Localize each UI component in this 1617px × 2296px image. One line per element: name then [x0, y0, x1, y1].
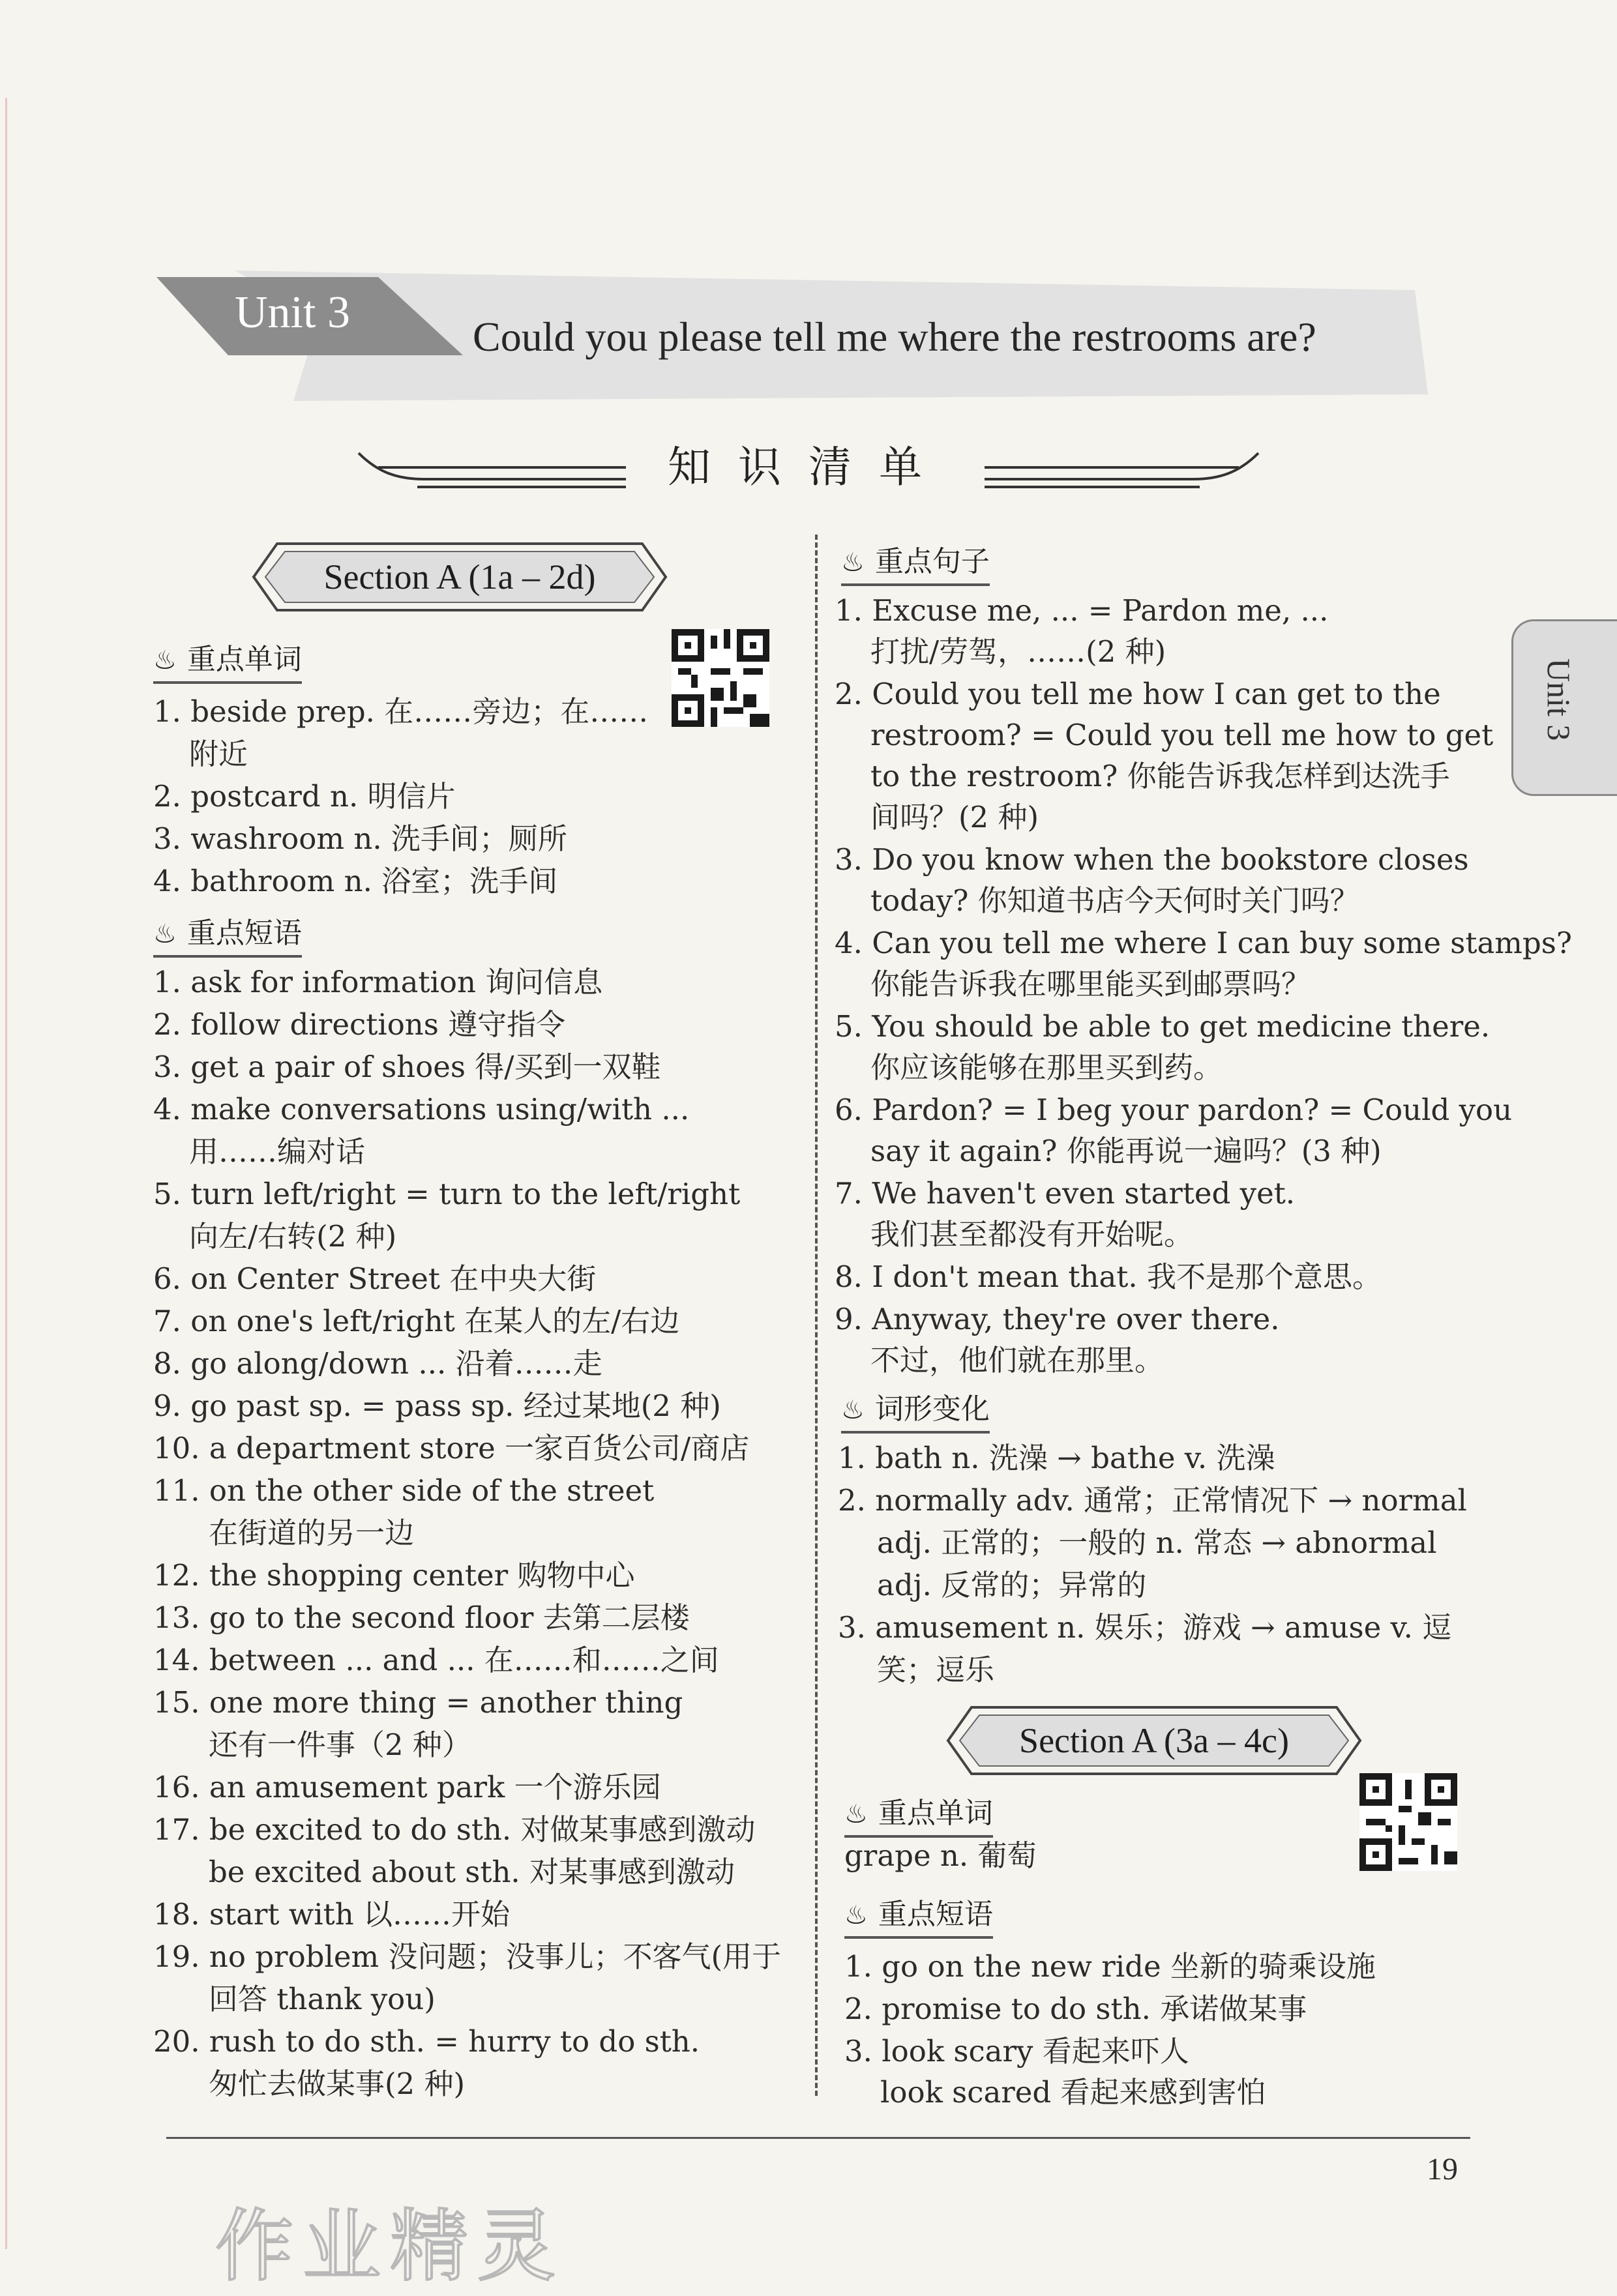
section-title: Section A (3a – 4c): [1019, 1721, 1289, 1760]
list-item: 向左/右转(2 种): [189, 1219, 397, 1254]
list-item: 2. postcard n. 明信片: [153, 779, 456, 814]
page-number: 19: [1427, 2152, 1458, 2186]
list-item: 不过，他们就在那里。: [870, 1343, 1165, 1377]
list-item: 你应该能够在那里买到药。: [870, 1050, 1223, 1085]
unit-title: Could you please tell me where the restrooms are?: [473, 314, 1316, 360]
list-item: 3. look scary 看起来吓人: [844, 2034, 1189, 2068]
list-item: 9. go past sp. = pass sp. 经过某地(2 种): [153, 1389, 721, 1423]
list-item: 1. Excuse me, ... = Pardon me, ...: [835, 593, 1329, 628]
phrases2-heading: [844, 1891, 993, 1939]
subheading-label: 重点单词: [878, 1797, 993, 1830]
list-item: 打扰/劳驾，……(2 种): [870, 634, 1166, 669]
subheading-label: 重点短语: [186, 917, 302, 950]
list-item: 11. on the other side of the street: [153, 1473, 655, 1508]
steam-icon: ♨: [153, 645, 177, 675]
qr-code[interactable]: [1359, 1773, 1457, 1871]
list-item: 笑；逗乐: [877, 1653, 995, 1687]
list-item: grape n. 葡萄: [844, 1838, 1037, 1873]
subheading-label: 重点单词: [186, 643, 302, 676]
steam-icon: ♨: [844, 1900, 868, 1930]
list-item: 附近: [189, 737, 248, 771]
list-item: 13. go to the second floor 去第二层楼: [153, 1600, 690, 1635]
list-item: be excited about sth. 对某事感到激动: [209, 1855, 735, 1889]
words2-heading: [844, 1789, 993, 1838]
list-item: look scared 看起来感到害怕: [880, 2075, 1266, 2110]
subheading-label: 重点短语: [878, 1898, 993, 1931]
list-item: 7. We haven't even started yet.: [835, 1176, 1296, 1211]
list-item: 1. go on the new ride 坐新的骑乘设施: [844, 1949, 1376, 1984]
list-item: 2. follow directions 遵守指令: [153, 1007, 566, 1042]
list-item: restroom? = Could you tell me how to get: [870, 718, 1494, 752]
list-item: 19. no problem 没问题；没事儿；不客气(用于: [153, 1939, 782, 1974]
list-item: 1. bath n. 洗澡 → bathe v. 洗澡: [838, 1441, 1275, 1475]
list-item: to the restroom? 你能告诉我怎样到达洗手: [870, 759, 1450, 793]
list-item: say it again? 你能再说一遍吗？(3 种): [870, 1134, 1382, 1168]
list-item: 你能告诉我在哪里能买到邮票吗？: [870, 967, 1311, 1001]
list-item: 2. normally adv. 通常；正常情况下 → normal: [838, 1483, 1467, 1518]
list-item: 匆忙去做某事(2 种): [209, 2067, 466, 2101]
list-item: 8. I don't mean that. 我不是那个意思。: [835, 1259, 1382, 1294]
list-item: 我们甚至都没有开始呢。: [870, 1217, 1194, 1252]
list-item: 回答 thank you): [209, 1982, 436, 2016]
list-item: 16. an amusement park 一个游乐园: [153, 1770, 661, 1804]
list-item: 还有一件事（2 种）: [209, 1728, 471, 1762]
list-item: 3. get a pair of shoes 得/买到一双鞋: [153, 1050, 661, 1084]
list-item: 18. start with 以……开始: [153, 1897, 511, 1932]
section-title-box: [251, 541, 668, 613]
column-divider: [815, 535, 818, 2096]
steam-icon: ♨: [841, 1395, 865, 1425]
list-item: 5. You should be able to get medicine there.: [835, 1009, 1491, 1044]
list-item: 间吗？(2 种): [870, 800, 1039, 834]
list-item: 5. turn left/right = turn to the left/right: [153, 1177, 741, 1211]
list-item: 14. between ... and ... 在……和……之间: [153, 1643, 719, 1677]
steam-icon: ♨: [844, 1799, 868, 1829]
list-item: today? 你知道书店今天何时关门吗？: [870, 883, 1359, 918]
list-item: 2. Could you tell me how I can get to the: [835, 677, 1441, 711]
list-item: 4. bathroom n. 浴室；洗手间: [153, 864, 558, 898]
list-item: adj. 反常的；异常的: [877, 1568, 1147, 1602]
qr-code[interactable]: [672, 629, 769, 727]
list-item: 10. a department store 一家百货公司/商店: [153, 1431, 750, 1465]
subheading-label: 重点句子: [874, 545, 990, 578]
unit-label: Unit 3: [235, 287, 350, 338]
list-item: 4. make conversations using/with ...: [153, 1092, 690, 1126]
page-edge: [5, 98, 7, 2249]
list-item: 3. Do you know when the bookstore closes: [835, 842, 1469, 877]
list-item: 3. washroom n. 洗手间；厕所: [153, 821, 567, 856]
watermark: 作业精灵: [215, 2201, 565, 2292]
list-item: 1. beside prep. 在……旁边；在……: [153, 694, 649, 729]
list-item: 9. Anyway, they're over there.: [835, 1302, 1280, 1336]
list-item: 8. go along/down ... 沿着……走: [153, 1346, 602, 1381]
section-title: Section A (1a – 2d): [323, 557, 596, 596]
subheading-label: 词形变化: [874, 1392, 990, 1426]
list-item: 17. be excited to do sth. 对做某事感到激动: [153, 1812, 756, 1847]
list-item: 用……编对话: [189, 1134, 366, 1169]
list-item: 3. amusement n. 娱乐；游戏 → amuse v. 逗: [838, 1610, 1452, 1645]
phrases-heading: [153, 909, 302, 958]
steam-icon: ♨: [841, 548, 865, 578]
list-item: 4. Can you tell me where I can buy some stamps?: [835, 926, 1572, 960]
list-item: 7. on one's left/right 在某人的左/右边: [153, 1304, 680, 1338]
list-item: 6. on Center Street 在中央大街: [153, 1261, 597, 1296]
section-title-box: [945, 1705, 1363, 1776]
list-item: 在街道的另一边: [209, 1516, 415, 1550]
list-item: adj. 正常的；一般的 n. 常态 → abnormal: [877, 1525, 1437, 1560]
unit-side-tab-label: Unit 3: [1541, 658, 1577, 741]
sentences-heading: [841, 538, 990, 586]
list-item: 20. rush to do sth. = hurry to do sth.: [153, 2024, 700, 2059]
footer-rule: [166, 2137, 1470, 2139]
list-item: 6. Pardon? = I beg your pardon? = Could you: [835, 1093, 1513, 1127]
forms-heading: [841, 1385, 990, 1434]
steam-icon: ♨: [153, 919, 177, 949]
list-item: 12. the shopping center 购物中心: [153, 1558, 635, 1593]
page-heading: 知识清单: [668, 442, 949, 492]
list-item: 1. ask for information 询问信息: [153, 965, 603, 999]
list-item: 2. promise to do sth. 承诺做某事: [844, 1992, 1307, 2026]
words-heading: [153, 636, 302, 684]
list-item: 15. one more thing = another thing: [153, 1685, 683, 1720]
